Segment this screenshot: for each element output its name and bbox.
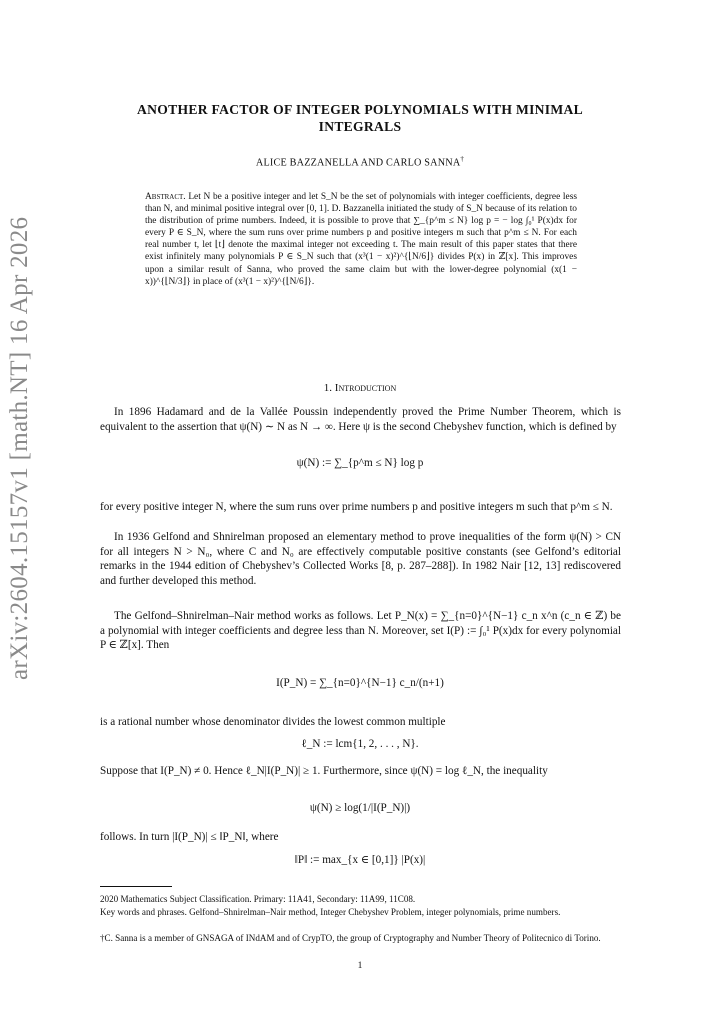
section-heading	[100, 382, 620, 394]
paragraph-gelfond-shnirelman	[100, 530, 621, 588]
paragraph-sum-explanation: for every positive integer N, where the sum runs over prime numbers p and positive integers m such that p^m ≤ N.	[100, 501, 613, 513]
footnote-msc: 2020 Mathematics Subject Classification. Primary: 11A41, Secondary: 11A99, 11C08.	[100, 894, 416, 904]
authors-line	[100, 155, 620, 168]
section-title: Introduction	[334, 382, 397, 394]
abstract-label: Abstract.	[145, 192, 186, 202]
paragraph-gelfond-text: In 1936 Gelfond and Shnirelman proposed an elementary method to prove inequalities of the form ψ(N) > CN for all integers N > N₀, where C and N₀ are effectively computable positive constants (see Gelfond’s editorial remarks in the 1944 edition of Chebyshev’s Collected Works [8, p. 287–288]). In 1982 Nair [12, 13] rediscovered and further developed this method.	[100, 531, 621, 587]
equation-ipn: I(P_N) = ∑_{n=0}^{N−1} c_n/(n+1)	[276, 677, 444, 689]
section-number: 1.	[323, 382, 333, 394]
footnote-divider	[100, 886, 172, 887]
abstract	[145, 191, 577, 288]
equation-psi-definition: ψ(N) := ∑_{p^m ≤ N} log p	[296, 457, 424, 469]
paragraph-rational: is a rational number whose denominator divides the lowest common multiple	[100, 716, 446, 728]
author-footnote-mark: †	[460, 155, 465, 163]
paragraph-pnt: In 1896 Hadamard and de la Vallée Poussin independently proved the Prime Number Theorem, which is equivalent to the assertion that ψ(N) ∼ N as N → ∞. Here ψ is the second Chebyshev function, which is defined by	[100, 406, 621, 433]
arxiv-identifier: arXiv:2604.15157v1 [math.NT] 16 Apr 2026	[6, 216, 33, 680]
footnote-keywords: Key words and phrases. Gelfond–Shnirelman–Nair method, Integer Chebyshev Problem, integer polynomials, prime numbers.	[100, 907, 561, 917]
authors: ALICE BAZZANELLA AND CARLO SANNA	[255, 157, 461, 169]
footnote-affiliation: †C. Sanna is a member of GNSAGA of INdAM and of CrypTO, the group of Cryptography and Number Theory of Politecnico di Torino.	[100, 933, 601, 943]
paragraph-method: The Gelfond–Shnirelman–Nair method works as follows. Let P_N(x) = ∑_{n=0}^{N−1} c_n x^n (c_n ∈ ℤ) be a polynomial with integer coefficients and degree less than N. Moreover, set I(P) := ∫₀¹ P(x)dx for every polynomial P ∈ ℤ[x]. Then	[100, 610, 621, 652]
equation-norm: ‖P‖ := max_{x ∈ [0,1]} |P(x)|	[294, 854, 426, 866]
paragraph-follows: follows. In turn |I(P_N)| ≤ ‖P_N‖, where	[100, 831, 279, 843]
paragraph-suppose: Suppose that I(P_N) ≠ 0. Hence ℓ_N|I(P_N)| ≥ 1. Furthermore, since ψ(N) = log ℓ_N, the inequality	[100, 765, 548, 777]
paper-title: ANOTHER FACTOR OF INTEGER POLYNOMIALS WITH MINIMAL INTEGRALS	[136, 102, 584, 134]
equation-psi-inequality: ψ(N) ≥ log(1/|I(P_N)|)	[309, 802, 411, 814]
abstract-text: Let N be a positive integer and let S_N be the set of polynomials with integer coefficients, degree less than N, and minimal positive integral over [0, 1]. D. Bazzanella initiated the study of S_N because of its relation to the distribution of prime numbers. Indeed, it is possible to prove that ∑_{p^m ≤ N} log p = − log ∫₀¹ P(x)dx for every P ∈ S_N, where the sum runs over prime numbers p and positive integers m such that p^m ≤ N. For each real number t, let ⌊t⌋ denote the maximal integer not exceeding t. The main result of this paper states that there exist infinitely many polynomials P ∈ S_N such that (x³(1 − x)²)^{⌊N/6⌋} divides P(x) in ℤ[x]. This improves upon a similar result of Sanna, who proved the same claim but with the lower-degree polynomial (x(1 − x))^{⌊N/3⌋} in place of (x³(1 − x)²)^{⌊N/6⌋}.	[145, 192, 577, 287]
equation-lcm: ℓ_N := lcm{1, 2, . . . , N}.	[301, 738, 419, 750]
page-number: 1	[357, 961, 363, 971]
